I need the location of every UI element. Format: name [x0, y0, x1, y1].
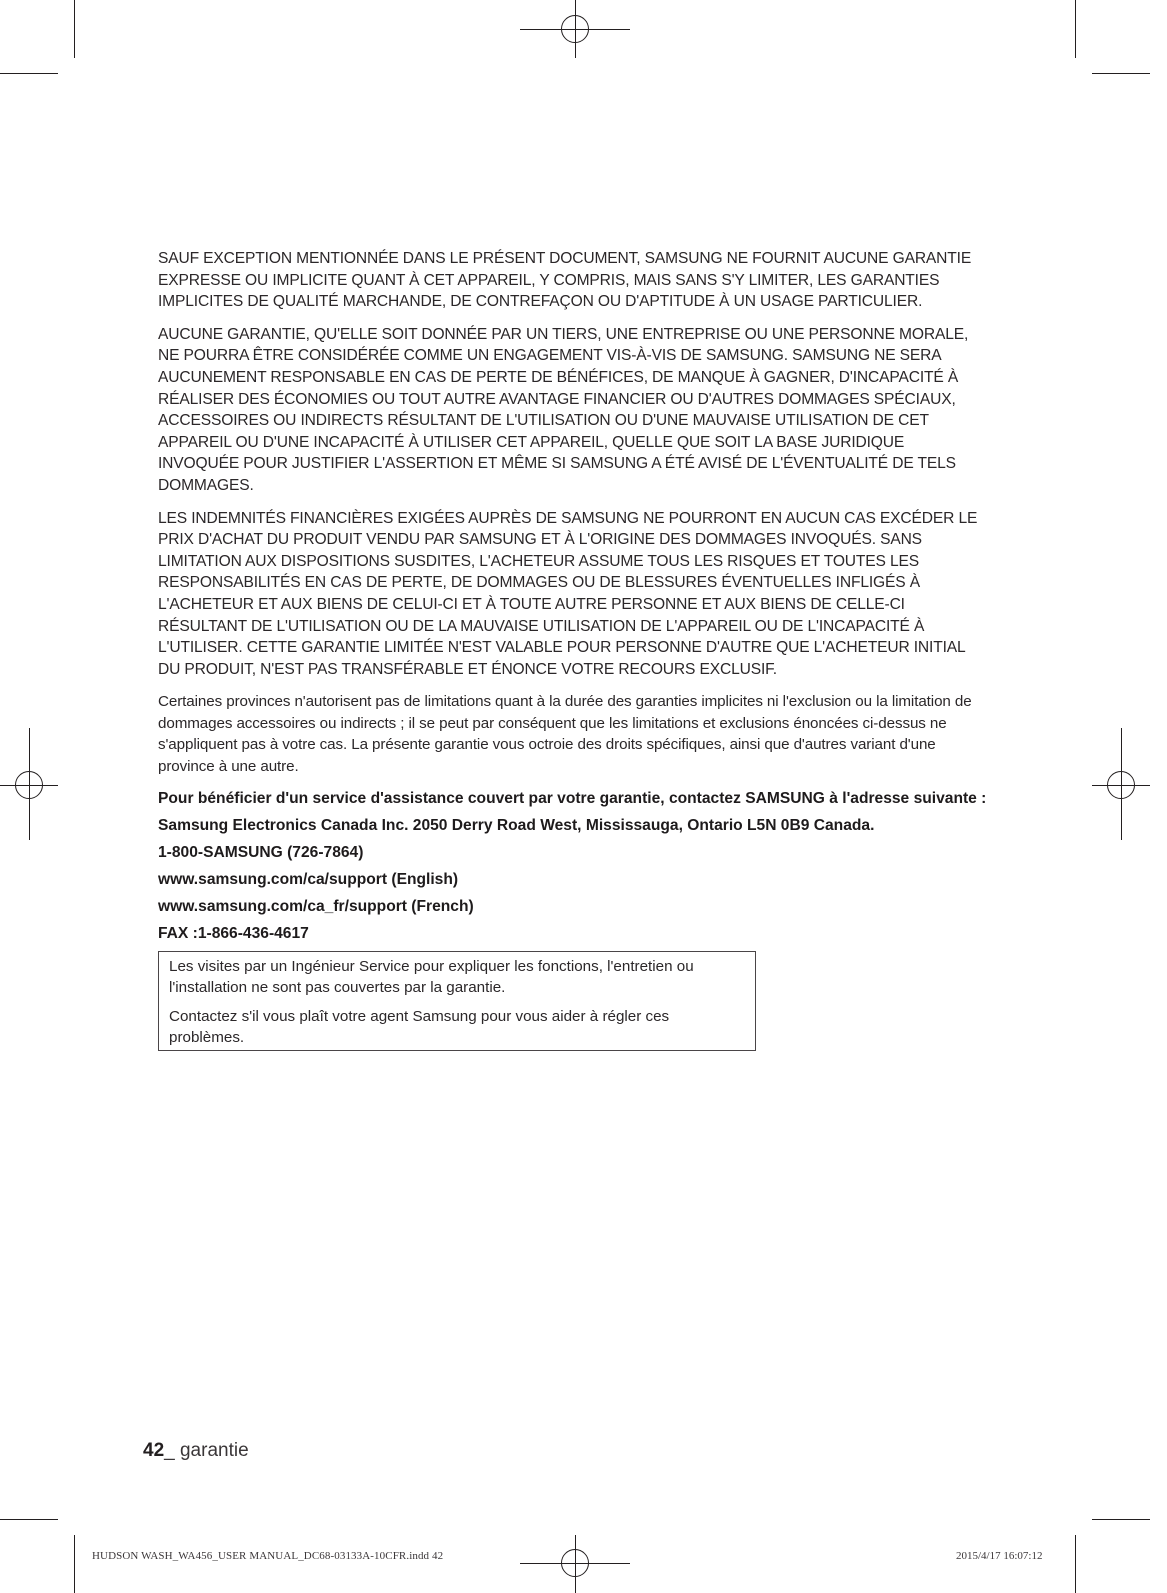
page-number: 42 [143, 1440, 165, 1461]
service-note-line-2: Contactez s'il vous plaît votre agent Samsung pour vous aider à régler ces problèmes. [169, 1007, 670, 1047]
contact-phone: 1-800-SAMSUNG (726-7864) [158, 844, 364, 862]
section-name: _ garantie [164, 1440, 249, 1461]
warranty-paragraph-1: SAUF EXCEPTION MENTIONNÉE DANS LE PRÉSENT DOCUMENT, SAMSUNG NE FOURNIT AUCUNE GARANTIE EXPRESSE OU IMPLICITE QUANT À CET APPAREIL, Y COMPRIS, MAIS SANS S'Y LIMITER, LES GARANTIES IMPLICITES DE QUALITÉ MARCHANDE, DE CONTREFAÇON OU D'APTITUDE À UN USAGE PARTICULIER. [158, 250, 972, 311]
contact-intro: Pour bénéficier d'un service d'assistance couvert par votre garantie, contactez SAMSUNG à l'adresse suivante : [158, 789, 987, 807]
service-note-box [158, 951, 756, 1051]
contact-web-french[interactable]: www.samsung.com/ca_fr/support (French) [158, 898, 474, 916]
contact-web-english[interactable]: www.samsung.com/ca/support (English) [158, 871, 459, 889]
warranty-paragraph-4: Certaines provinces n'autorisent pas de limitations quant à la durée des garanties implicites ni l'exclusion ou la limitation de dommages accessoires ou indirects ; il se peut par conséquent que les limitations et exclusions énoncées ci-dessus ne s'appliquent pas à votre cas. La présente garantie vous octroie des droits spécifiques, ainsi que d'autres variant d'une province à une autre. [158, 693, 972, 775]
warranty-text [158, 248, 988, 1051]
page-footer [143, 1440, 249, 1462]
service-note-line-1: Les visites par un Ingénieur Service pour expliquer les fonctions, l'entretien ou l'installation ne sont pas couvertes par la garantie. [169, 957, 694, 997]
contact-fax: FAX :1-866-436-4617 [158, 925, 309, 943]
contact-address: Samsung Electronics Canada Inc. 2050 Derry Road West, Mississauga, Ontario L5N 0B9 Canada. [158, 817, 875, 834]
warranty-paragraph-2: AUCUNE GARANTIE, QU'ELLE SOIT DONNÉE PAR UN TIERS, UNE ENTREPRISE OU UNE PERSONNE MORALE, NE POURRA ÊTRE CONSIDÉRÉE COMME UN ENGAGEMENT VIS-À-VIS DE SAMSUNG. SAMSUNG NE SERA AUCUNEMENT RESPONSABLE EN CAS DE PERTE DE BÉNÉFICES, DE MANQUE À GAGNER, D'INCAPACITÉ À RÉALISER DES ÉCONOMIES OU TOUT AUTRE AVANTAGE FINANCIER OU D'AUTRES DOMMAGES SPÉCIAUX, ACCESSOIRES OU INDIRECTS RÉSULTANT DE L'UTILISATION OU D'UNE MAUVAISE UTILISATION DE CET APPAREIL OU D'UNE INCAPACITÉ À UTILISER CET APPAREIL, QUELLE QUE SOIT LA BASE JURIDIQUE INVOQUÉE POUR JUSTIFIER L'ASSERTION ET MÊME SI SAMSUNG A ÉTÉ AVISÉ DE L'ÉVENTUALITÉ DE TELS DOMMAGES. [158, 325, 969, 494]
warranty-paragraph-3: LES INDEMNITÉS FINANCIÈRES EXIGÉES AUPRÈS DE SAMSUNG NE POURRONT EN AUCUN CAS EXCÉDER LE PRIX D'ACHAT DU PRODUIT VENDU PAR SAMSUNG ET À L'ORIGINE DES DOMMAGES INVOQUÉS. SANS LIMITATION AUX DISPOSITIONS SUSDITES, L'ACHETEUR ASSUME TOUS LES RISQUES ET TOUTES LES RESPONSABILITÉS EN CAS DE PERTE, DE DOMMAGES OU DE BLESSURES ÉVENTUELLES INFLIGÉS À L'ACHETEUR ET AUX BIENS DE CELUI-CI ET À TOUTE AUTRE PERSONNE ET AUX BIENS DE CELLE-CI RÉSULTANT DE L'UTILISATION OU DE LA MAUVAISE UTILISATION DE L'APPAREIL OU DE L'INCAPACITÉ À L'UTILISER. CETTE GARANTIE LIMITÉE N'EST VALABLE POUR PERSONNE D'AUTRE QUE L'ACHETEUR INITIAL DU PRODUIT, N'EST PAS TRANSFÉRABLE ET ÉNONCE VOTRE RECOURS EXCLUSIF. [158, 509, 978, 678]
print-slug-date: 2015/4/17 16:07:12 [956, 1550, 1043, 1562]
print-slug-filename: HUDSON WASH_WA456_USER MANUAL_DC68-03133A-10CFR.indd 42 [92, 1550, 444, 1562]
